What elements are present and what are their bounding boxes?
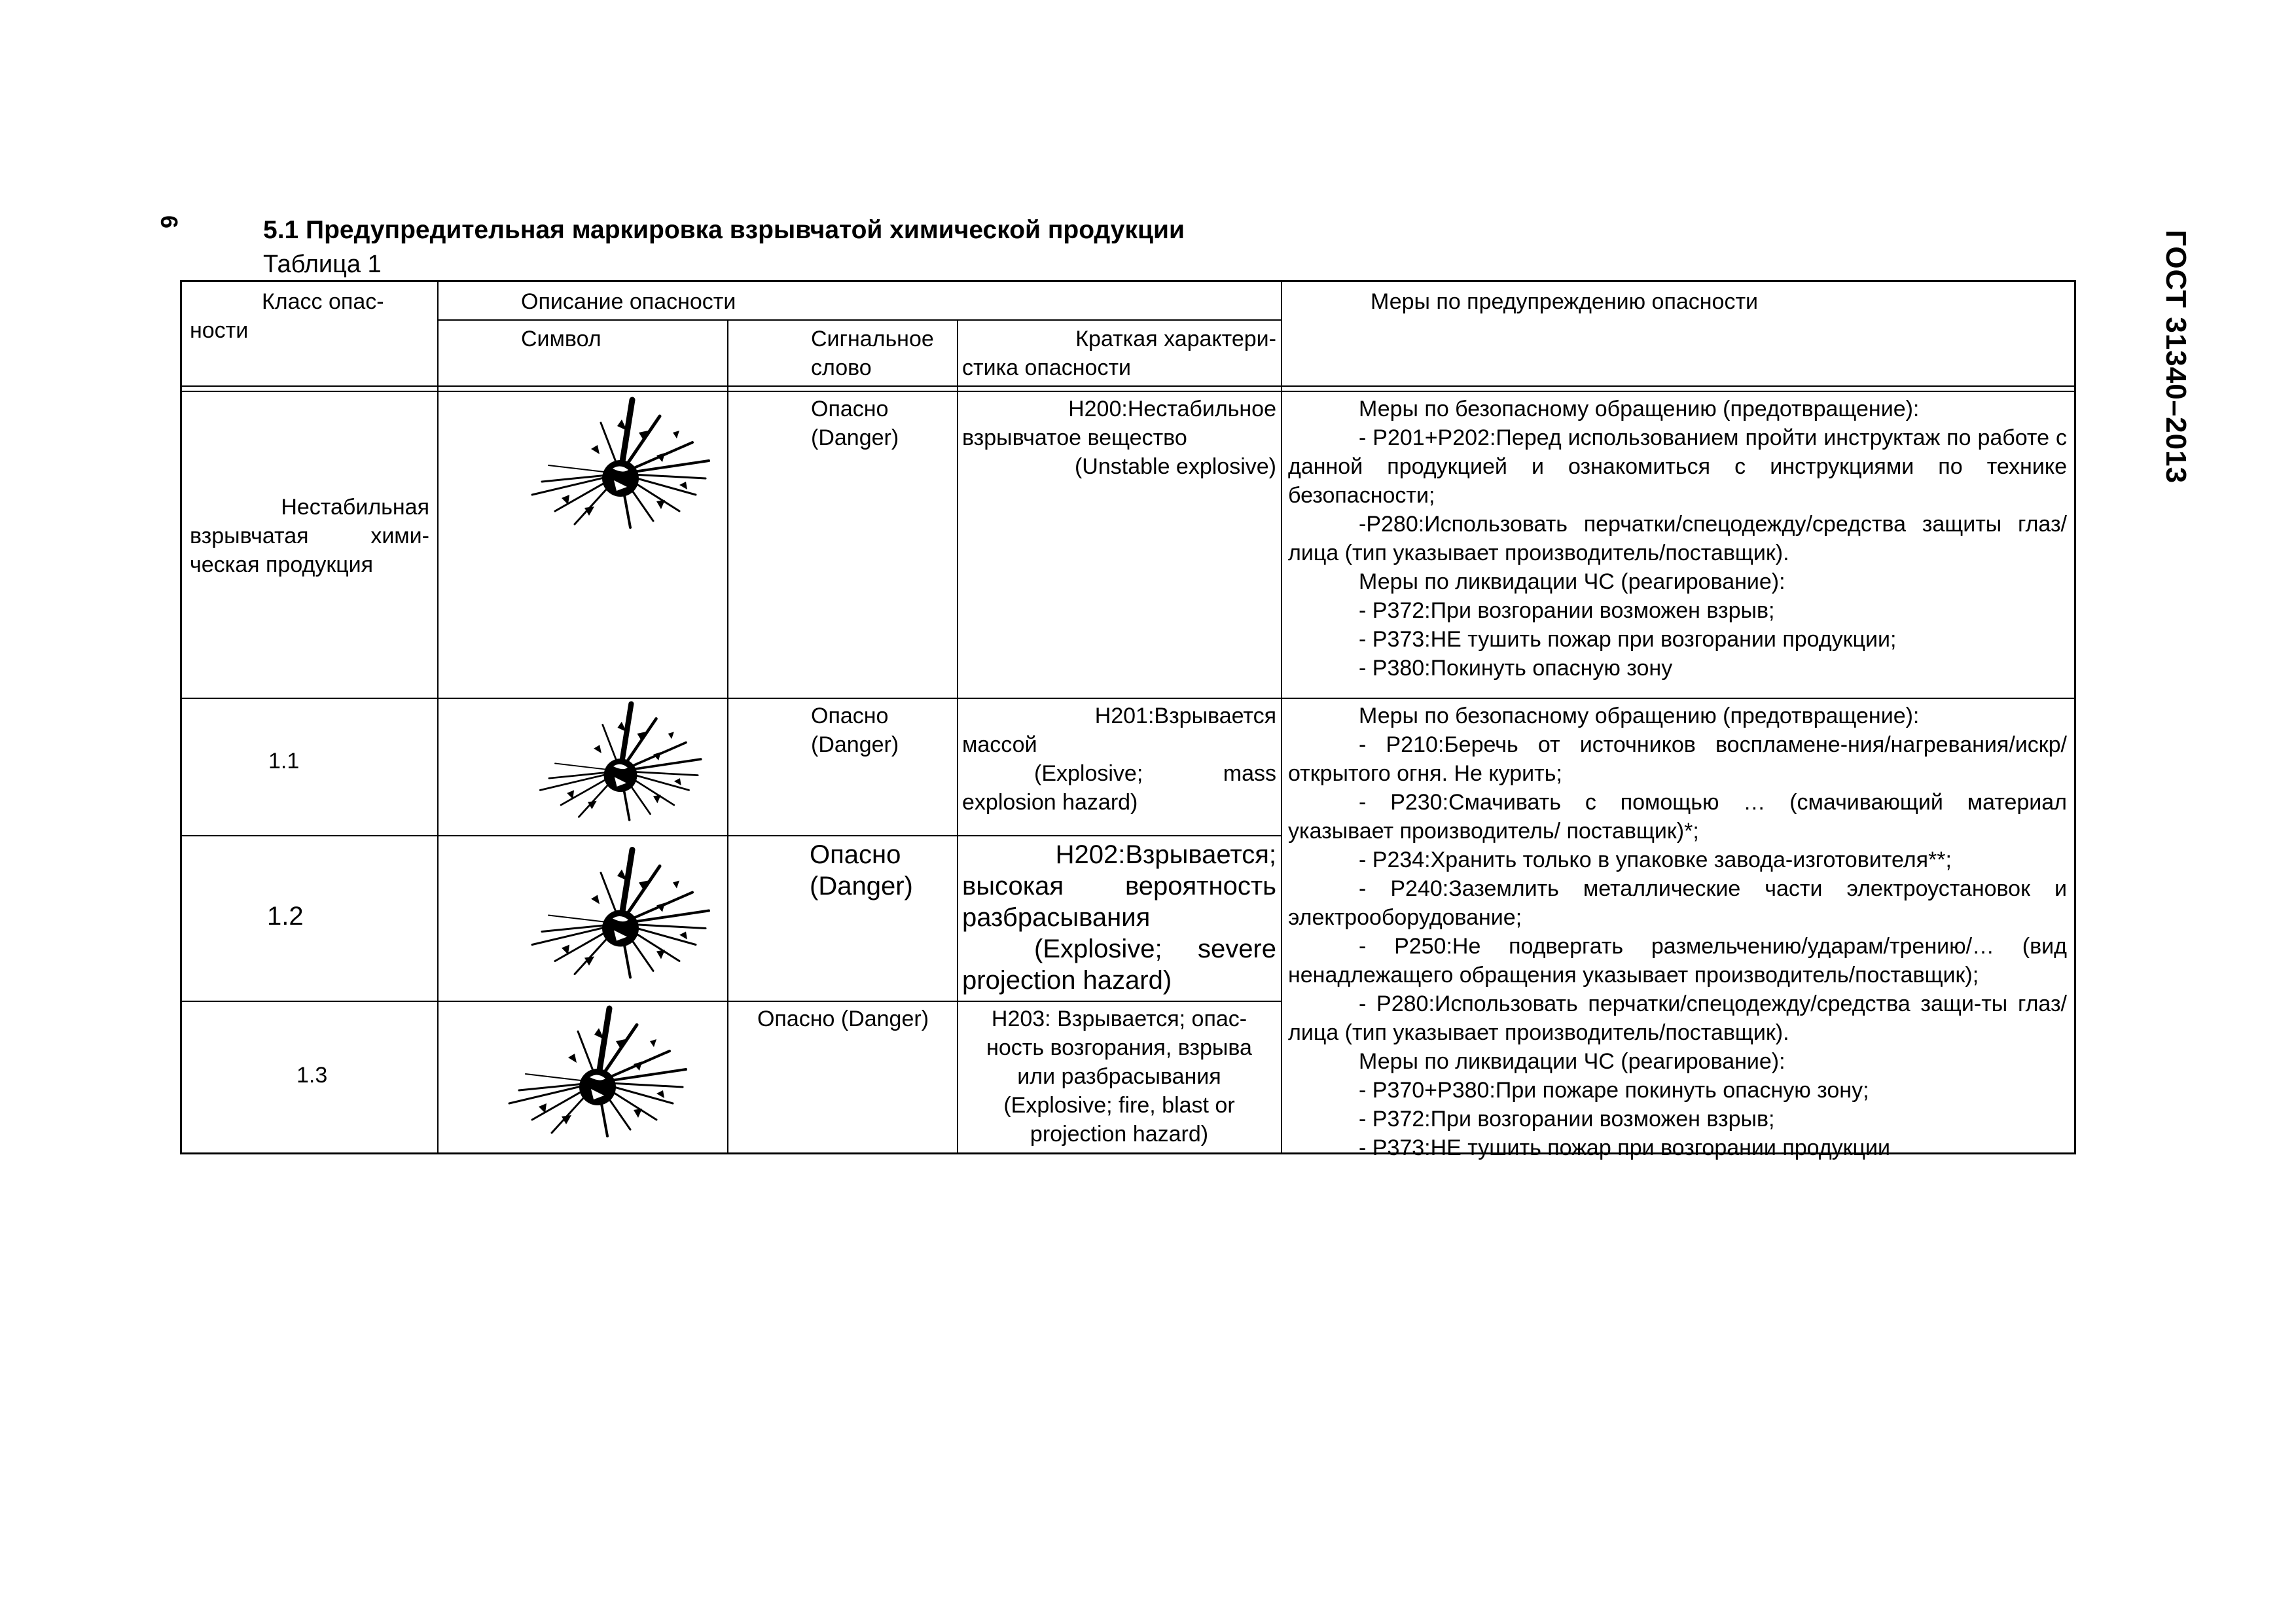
- measure-line: - Р234:Хранить только в упаковке завода-изготовителя**;: [1359, 847, 1952, 872]
- hazard-statement-line: (Explosive; fire, blast or: [1003, 1093, 1235, 1118]
- hazard-statement-h203: [962, 1005, 1276, 1149]
- measure-line: - Р370+Р380:При пожаре покинуть опасную зону;: [1359, 1078, 1869, 1103]
- hazard-statement-line: (Unstable explosive): [1074, 454, 1276, 479]
- row-divider: [437, 319, 1281, 321]
- header-short-characteristic: [962, 325, 1276, 382]
- header-prevention-measures: Меры по предупреждению опасности: [1371, 289, 1759, 314]
- header-short-characteristic-line2: стика опасности: [962, 355, 1132, 380]
- hazard-statement-line: (Explosive; severe: [1034, 935, 1276, 963]
- hazard-statement-line: ность возгорания, взрыва: [986, 1035, 1252, 1060]
- measures-unstable: [1288, 395, 2067, 683]
- hazard-statement-line: Н201:Взрывается: [1094, 704, 1276, 728]
- class-1-1: 1.1: [268, 749, 300, 774]
- table-caption: Таблица 1: [263, 251, 382, 278]
- measure-line: - Р240:Заземлить металлические части электроустановок и электрооборудование;: [1288, 876, 2067, 930]
- page-number: 6: [156, 215, 183, 229]
- document-code: ГОСТ 31340–2013: [2160, 229, 2193, 484]
- signal-word-1-2: [732, 839, 954, 902]
- class-unstable: [190, 493, 429, 579]
- header-signal-word-line2: слово: [811, 355, 872, 380]
- column-divider: [727, 319, 728, 1152]
- hazard-statement-line: разбрасывания: [962, 903, 1151, 932]
- signal-word-1-1: [732, 702, 954, 759]
- exploding-bomb-icon: [522, 701, 719, 832]
- measure-line: - Р372:При возгорании возможен взрыв;: [1359, 598, 1775, 623]
- header-class-line2: ности: [190, 318, 249, 343]
- measure-line: - Р210:Беречь от источников воспламене-ния/нагревания/искр/открытого огня. Не курить;: [1288, 732, 2067, 786]
- exploding-bomb-icon: [490, 1005, 706, 1149]
- signal-word-unstable: [732, 395, 954, 452]
- hazard-statement-line: explosion hazard): [962, 790, 1138, 815]
- measure-line: Меры по безопасному обращению (предотвращение):: [1359, 397, 1920, 421]
- hazard-statement-line: projection hazard): [1030, 1122, 1209, 1147]
- signal-word-1-3: Опасно (Danger): [757, 1007, 929, 1031]
- measure-line: - Р373:НЕ тушить пожар при возгорании продукции: [1359, 1135, 1890, 1160]
- class-unstable-line: ческая продукция: [190, 552, 374, 577]
- signal-word-line: (Danger): [811, 425, 899, 450]
- hazard-statement-line: высокая вероятность: [962, 872, 1276, 901]
- row-divider: [182, 391, 2074, 392]
- measure-line: - Р201+Р202:Перед использованием пройти инструктаж по работе с данной продукцией и ознакомиться с инструкциями по технике безопасности;: [1288, 425, 2067, 508]
- measure-line: Меры по безопасному обращению (предотвращение):: [1359, 704, 1920, 728]
- class-unstable-line: взрывчатая хими-: [190, 524, 429, 548]
- hazard-statement-line: projection hazard): [962, 966, 1172, 995]
- measure-line: - Р373:НЕ тушить пожар при возгорании продукции;: [1359, 627, 1897, 652]
- class-1-2: 1.2: [267, 902, 304, 931]
- signal-word-line: (Danger): [811, 732, 899, 757]
- header-class-line1: Класс опас-: [262, 289, 384, 314]
- class-unstable-line: Нестабильная: [281, 495, 429, 520]
- header-hazard-description: Описание опасности: [521, 289, 736, 314]
- row-divider: [182, 385, 2074, 387]
- measure-line: - Р280:Использовать перчатки/спецодежду/средства защи-ты глаз/лица (тип указывает производитель/поставщик).: [1288, 991, 2067, 1045]
- column-divider: [437, 282, 439, 1152]
- measure-line: - Р380:Покинуть опасную зону: [1359, 656, 1673, 681]
- column-divider: [1281, 282, 1282, 1152]
- measure-line: Меры по ликвидации ЧС (реагирование):: [1359, 1049, 1785, 1074]
- signal-word-line: Опасно: [811, 704, 889, 728]
- exploding-bomb-icon: [522, 838, 719, 999]
- header-signal-word: [732, 325, 954, 382]
- measure-line: - Р250:Не подвергать размельчению/ударам/трению/… (вид ненадлежащего обращения указывает производитель/поставщик);: [1288, 934, 2067, 988]
- hazard-statement-line: Н202:Взрывается;: [1055, 840, 1276, 869]
- column-divider: [957, 319, 958, 1152]
- hazard-statement-line: взрывчатое вещество: [962, 425, 1187, 450]
- measure-line: - Р230:Смачивать с помощью … (смачивающий материал указывает производитель/ поставщик)*;: [1288, 790, 2067, 844]
- header-symbol: Символ: [521, 327, 601, 351]
- hazard-statement-line: Н203: Взрывается; опас-: [991, 1007, 1247, 1031]
- header-signal-word-line1: Сигнальное: [811, 327, 934, 351]
- hazard-statement-line: массой: [962, 732, 1037, 757]
- row-divider: [182, 1001, 1281, 1002]
- exploding-bomb-icon: [522, 393, 719, 544]
- hazard-statement-h202: [962, 839, 1276, 996]
- measure-line: Меры по ликвидации ЧС (реагирование):: [1359, 569, 1785, 594]
- measures-explosive: [1288, 702, 2067, 1162]
- header-class: [190, 287, 429, 345]
- row-divider: [182, 698, 2074, 699]
- signal-word-line: Опасно: [810, 840, 901, 869]
- hazard-statement-line: Н200:Нестабильное: [1068, 397, 1276, 421]
- row-divider: [182, 835, 1281, 836]
- hazard-statement-h201: [962, 702, 1276, 817]
- measure-line: -Р280:Использовать перчатки/спецодежду/средства защиты глаз/лица (тип указывает производитель/поставщик).: [1288, 512, 2067, 565]
- hazard-table: [180, 280, 2076, 1160]
- hazard-statement-h200: [962, 395, 1276, 481]
- measure-line: - Р372:При возгорании возможен взрыв;: [1359, 1107, 1775, 1132]
- class-1-3: 1.3: [296, 1063, 328, 1088]
- signal-word-line: Опасно: [811, 397, 889, 421]
- signal-word-line: (Danger): [810, 872, 913, 901]
- hazard-statement-line: или разбрасывания: [1017, 1064, 1221, 1089]
- section-title: 5.1 Предупредительная маркировка взрывчатой химической продукции: [263, 216, 1185, 244]
- header-short-characteristic-line1: Краткая характери-: [1075, 327, 1276, 351]
- hazard-statement-line: (Explosive; mass: [1034, 761, 1276, 786]
